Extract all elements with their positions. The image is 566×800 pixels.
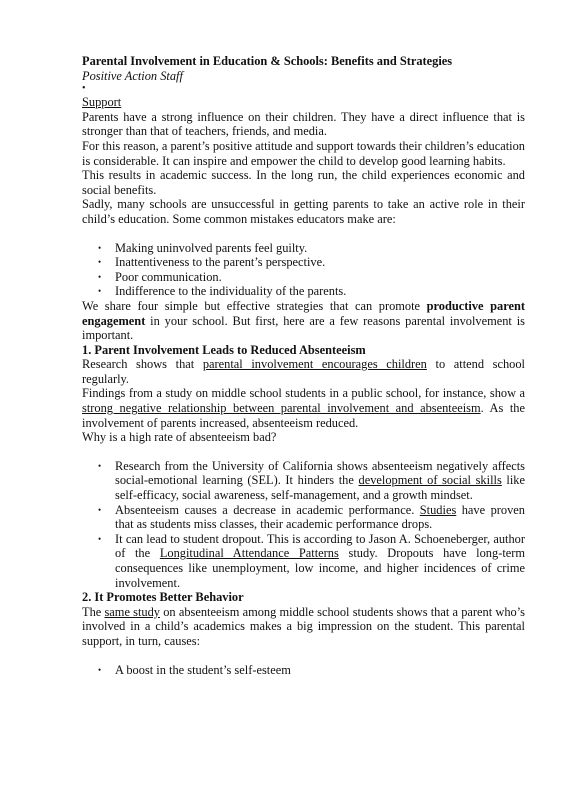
list-item: • Indifference to the individuality of the parents. <box>82 284 525 299</box>
text-run: have proven that as students miss classes, their academic performance drops. <box>115 502 525 532</box>
link-social-skills[interactable]: development of social skills <box>358 473 502 488</box>
article-author: Positive Action Staff <box>82 68 183 83</box>
paragraph-7 <box>82 386 525 430</box>
text-run: to attend school regularly. <box>82 357 525 386</box>
paragraph-9 <box>82 605 525 649</box>
link-same-study[interactable]: same study <box>104 604 161 619</box>
spacer <box>82 445 525 459</box>
paragraph-5 <box>82 299 525 343</box>
paragraph-8: Why is a high rate of absenteeism bad? <box>82 430 277 445</box>
paragraph-2: For this reason, a parent’s positive attitude and support towards their children’s education is considerable. It can inspire and empower the child to develop good learning habits. <box>82 138 525 168</box>
heading-behavior: 2. It Promotes Better Behavior <box>82 590 244 605</box>
article-body <box>82 54 525 677</box>
paragraph-6 <box>82 357 525 386</box>
text-run: study. Dropouts have long-term consequences like unemployment, low income, and higher incidences of crime involvement. <box>115 546 526 590</box>
link-negative-relationship[interactable]: strong negative relationship between parental involvement and absenteeism <box>82 401 481 416</box>
list-item <box>82 532 525 590</box>
absenteeism-list <box>82 459 525 590</box>
list-item: • Poor communication. <box>82 270 525 285</box>
mistakes-list <box>82 241 525 299</box>
article-title: Parental Involvement in Education & Schools: Benefits and Strategies <box>82 54 453 68</box>
spacer <box>82 649 525 663</box>
text-run: . As the involvement of parents increased, absenteeism reduced. <box>82 401 525 430</box>
text-run: like self-efficacy, social awareness, self-management, and a growth mindset. <box>115 473 525 503</box>
text-run: It can lead to student dropout. This is according to Jason A. Schoeneberger, author of the <box>115 531 525 561</box>
stray-bullet: • <box>82 83 86 95</box>
section-link-support[interactable]: Support <box>82 95 122 110</box>
text-run: Research from the University of California shows absenteeism negatively affects social-emotional learning (SEL). It hinders the <box>115 458 525 488</box>
link-parental-involvement[interactable]: parental involvement encourages children <box>202 357 427 372</box>
text-run: The <box>82 604 105 619</box>
text-run: Absenteeism causes a decrease in academic performance. <box>115 502 420 517</box>
text-run: Findings from a study on middle school students in a public school, for instance, show a <box>82 386 525 401</box>
spacer <box>82 227 525 241</box>
list-item: • A boost in the student’s self-esteem <box>82 663 525 678</box>
text-run: in your school. But first, here are a few reasons parental involvement is important. <box>82 313 525 343</box>
bold-phrase: productive parent engagement <box>82 298 525 328</box>
list-item <box>82 459 525 503</box>
paragraph-3: This results in academic success. In the long run, the child experiences economic and social benefits. <box>82 168 525 197</box>
behavior-list <box>82 663 525 678</box>
link-attendance-patterns[interactable]: Longitudinal Attendance Patterns <box>159 546 339 561</box>
list-item: • Inattentiveness to the parent’s perspective. <box>82 255 525 270</box>
text-run: on absenteeism among middle school students shows that a parent who’s involved in a child’s academics makes a big impression on the student. This parental support, in turn, causes: <box>82 604 525 648</box>
heading-absenteeism: 1. Parent Involvement Leads to Reduced Absenteeism <box>82 342 366 357</box>
list-item <box>82 503 525 532</box>
paragraph-4: Sadly, many schools are unsuccessful in getting parents to take an active role in their child’s education. Some common mistakes educators make are: <box>82 197 525 226</box>
link-studies[interactable]: Studies <box>419 502 457 517</box>
text-run: We share four simple but effective strategies that can promote <box>82 298 427 313</box>
list-item: • Making uninvolved parents feel guilty. <box>82 241 525 256</box>
text-run: Research shows that <box>82 357 203 372</box>
paragraph-1: Parents have a strong influence on their children. They have a direct influence that is stronger than that of teachers, friends, and media. <box>82 109 525 139</box>
